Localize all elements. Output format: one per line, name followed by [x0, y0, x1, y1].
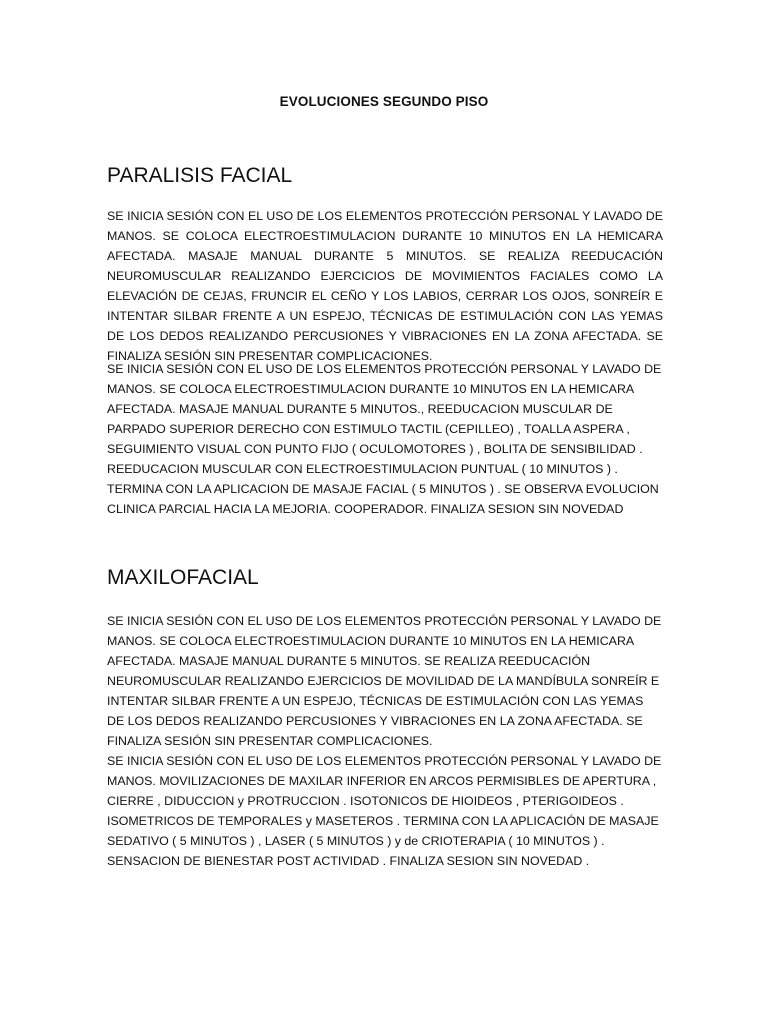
section-heading-paralisis-facial: PARALISIS FACIAL: [107, 164, 293, 187]
document-title: EVOLUCIONES SEGUNDO PISO: [279, 94, 489, 109]
paragraph-paralisis-1: SE INICIA SESIÓN CON EL USO DE LOS ELEMENTOS PROTECCIÓN PERSONAL Y LAVADO DE MANOS. SE COLOCA ELECTROESTIMULACION DURANTE 10 MINUTOS EN LA HEMICARA AFECTADA. MASAJE MANUAL DURANTE 5 MINUTOS. SE REALIZA REEDUCACIÓN NEUROMUSCULAR REALIZANDO EJERCICIOS DE MOVIMIENTOS FACIALES COMO LA ELEVACIÓN DE CEJAS, FRUNCIR EL CEÑO Y LOS LABIOS, CERRAR LOS OJOS, SONREÍR E INTENTAR SILBAR FRENTE A UN ESPEJO, TÉCNICAS DE ESTIMULACIÓN CON LAS YEMAS DE LOS DEDOS REALIZANDO PERCUSIONES Y VIBRACIONES EN LA ZONA AFECTADA. SE FINALIZA SESIÓN SIN PRESENTAR COMPLICACIONES.: [107, 209, 663, 363]
paragraph-paralisis-2: SE INICIA SESIÓN CON EL USO DE LOS ELEMENTOS PROTECCIÓN PERSONAL Y LAVADO DE MANOS. SE COLOCA ELECTROESTIMULACION DURANTE 10 MINUTOS EN LA HEMICARA AFECTADA. MASAJE MANUAL DURANTE 5 MINUTOS., REEDUCACION MUSCULAR DE PARPADO SUPERIOR DERECHO CON ESTIMULO TACTIL (CEPILLEO) , TOALLA ASPERA , SEGUIMIENTO VISUAL CON PUNTO FIJO ( OCULOMOTORES ) , BOLITA DE SENSIBILIDAD . REEDUCACION MUSCULAR CON ELECTROESTIMULACION PUNTUAL ( 10 MINUTOS ) . TERMINA CON LA APLICACION DE MASAJE FACIAL ( 5 MINUTOS ) . SE OBSERVA EVOLUCION CLINICA PARCIAL HACIA LA MEJORIA. COOPERADOR. FINALIZA SESION SIN NOVEDAD: [107, 362, 662, 516]
paragraph-maxilofacial-1: SE INICIA SESIÓN CON EL USO DE LOS ELEMENTOS PROTECCIÓN PERSONAL Y LAVADO DE MANOS. SE COLOCA ELECTROESTIMULACION DURANTE 10 MINUTOS EN LA HEMICARA AFECTADA. MASAJE MANUAL DURANTE 5 MINUTOS. SE REALIZA REEDUCACIÓN NEUROMUSCULAR REALIZANDO EJERCICIOS DE MOVILIDAD DE LA MANDÍBULA SONREÍR E INTENTAR SILBAR FRENTE A UN ESPEJO, TÉCNICAS DE ESTIMULACIÓN CON LAS YEMAS DE LOS DEDOS REALIZANDO PERCUSIONES Y VIBRACIONES EN LA ZONA AFECTADA. SE FINALIZA SESIÓN SIN PRESENTAR COMPLICACIONES.: [107, 614, 662, 748]
section-heading-maxilofacial: MAXILOFACIAL: [107, 566, 259, 589]
paragraph-maxilofacial-2: SE INICIA SESIÓN CON EL USO DE LOS ELEMENTOS PROTECCIÓN PERSONAL Y LAVADO DE MANOS. MOVILIZACIONES DE MAXILAR INFERIOR EN ARCOS PERMISIBLES DE APERTURA , CIERRE , DIDUCCION y PROTRUCCION . ISOTONICOS DE HIOIDEOS , PTERIGOIDEOS . ISOMETRICOS DE TEMPORALES y MASETEROS . TERMINA CON LA APLICACIÓN DE MASAJE SEDATIVO ( 5 MINUTOS ) , LASER ( 5 MINUTOS ) y de CRIOTERAPIA ( 10 MINUTOS ) . SENSACION DE BIENESTAR POST ACTIVIDAD . FINALIZA SESION SIN NOVEDAD .: [107, 754, 662, 868]
